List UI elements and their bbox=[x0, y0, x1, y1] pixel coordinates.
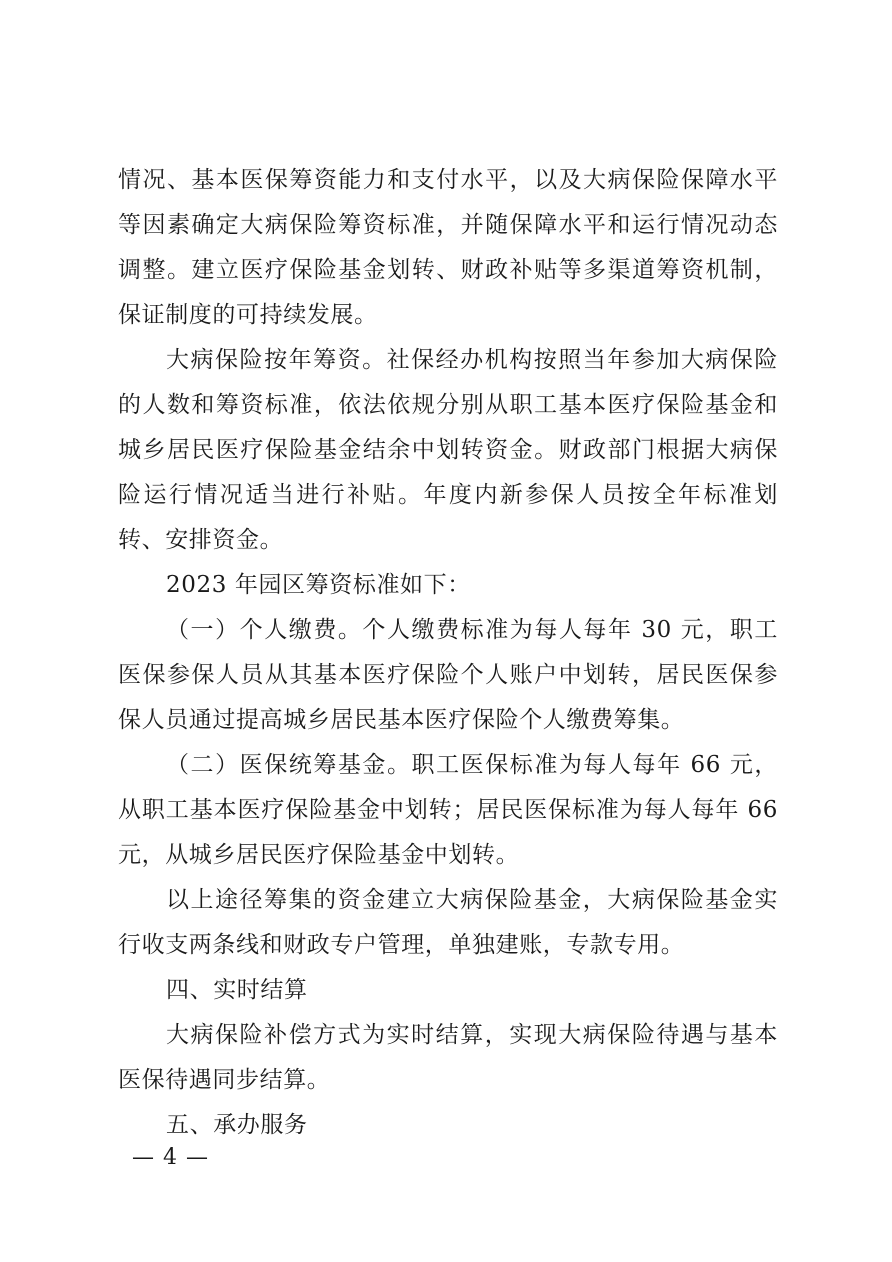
section-heading-service-provider: 五、承办服务 bbox=[166, 1112, 308, 1138]
paragraph-personal-contribution: （一）个人缴费。个人缴费标准为每人每年 30 元，职工医保参保人员从其基本医疗保险个人账户中划转，居民医保参保人员通过提高城乡居民基本医疗保险个人缴费筹集。 bbox=[118, 617, 778, 733]
section-heading-realtime-settlement: 四、实时结算 bbox=[166, 977, 308, 1003]
paragraph-fund-management: 以上途径筹集的资金建立大病保险基金，大病保险基金实行收支两条线和财政专户管理，单独建账，专款专用。 bbox=[118, 887, 778, 958]
page-number: — 4 — bbox=[132, 1145, 209, 1170]
paragraph-funding-standard-intro: 2023 年园区筹资标准如下： bbox=[166, 572, 471, 598]
document-body bbox=[118, 158, 778, 1148]
paragraph-annual-funding: 大病保险按年筹资。社保经办机构按照当年参加大病保险的人数和筹资标准，依法依规分别从职工基本医疗保险基金和城乡居民医疗保险基金结余中划转资金。财政部门根据大病保险运行情况适当进行补贴。年度内新参保人员按全年标准划转、安排资金。 bbox=[118, 347, 778, 553]
paragraph-pooled-fund: （二）医保统筹基金。职工医保标准为每人每年 66 元，从职工基本医疗保险基金中划转；居民医保标准为每人每年 66 元，从城乡居民医疗保险基金中划转。 bbox=[118, 752, 778, 868]
paragraph-funding-factors: 情况、基本医保筹资能力和支付水平，以及大病保险保障水平等因素确定大病保险筹资标准，并随保障水平和运行情况动态调整。建立医疗保险基金划转、财政补贴等多渠道筹资机制，保证制度的可持续发展。 bbox=[118, 167, 778, 328]
paragraph-realtime-settlement: 大病保险补偿方式为实时结算，实现大病保险待遇与基本医保待遇同步结算。 bbox=[118, 1022, 778, 1093]
